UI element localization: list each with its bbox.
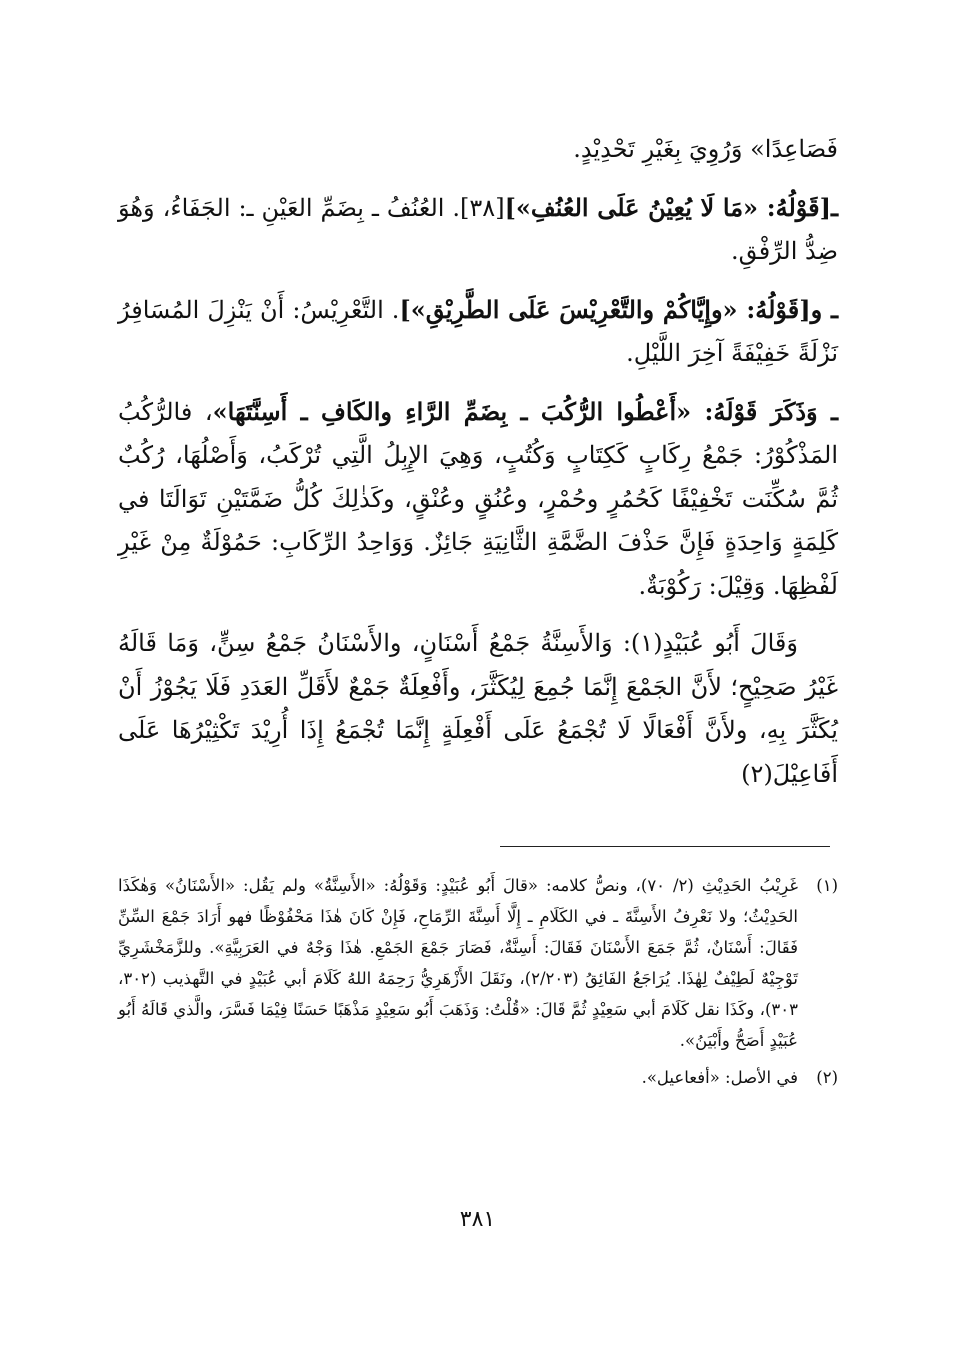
paragraph-2 <box>118 186 838 274</box>
footnote-divider <box>500 846 830 847</box>
footnote-text: غَرِيْبُ الحَدِيْثِ (٢/ ٧٠)، ونصُّ كلامه: «قالَ أَبُو عُبَيْدٍ: وَقَوْلُهُ: «الأَسِنَّةُ» ولم يَقُل: «الأَسْنَانُ» وَهٰكَذَا الحَدِيْثُ؛ ولا نَعْرِفُ الأَسِنَّةَ ـ في الكَلَامِ ـ إِلَّا أَسِنَّةَ الرِّمَاحِ، فَإِنْ كَانَ هٰذَا مَحْفُوْظًا فهو أَرَادَ جَمْعَ السِّنِّ فَقَالَ: أَسْنَانٌ، ثُمَّ جَمَعَ الأَسْنَانَ فَقَالَ: أَسِنَّةٌ، فَصَارَ جَمْعَ الجَمْعِ. هٰذَا وَجْهٌ في العَرَبِيَّةِ». وللزَّمَخْشَرِيِّ تَوْجِيْهٌ لَطِيْفٌ لِهٰذَا. يُرَاجَعُ الفَائِقُ (٢/٢٠٣)، ونَقَلَ الأَزْهَرِيُّ رَحِمَهُ اللهُ كَلَامَ أبي عُبَيْدٍ في التَّهذيب (٣٠٢، ٣٠٣)، وكَذَا نقل كَلَامَ أبي سَعِيْدٍ ثُمَّ قَالَ: «قُلْتُ: وَذَهَبَ أَبُو سَعِيْدٍ مَذْهَبًا حَسَنًا فِيْمَا فَسَّرَ، والَّذي قَالَهُ أَبُو عُبَيْدٍ أَصَحُّ وأَبْيَنُ». <box>118 876 799 1050</box>
paragraph-1 <box>118 128 838 172</box>
paragraph-4-text: ، فالرُّكُبُ المَذْكُوْرُ: جَمْعُ رِكَابٍ كَكِتَابٍ وَكُتُبٍ، وَهِيَ الإِبِلُ الَّتِي تُرْكَبُ، وَأَصْلُهَا، رُكُبٌ ثُمَّ سُكِّنَت تَخْفِيْفًا كَحُمُرٍ وحُمْرٍ، وعُنُقٍ وعُنْقٍ، وكَذٰلِكَ كُلُّ ضَمَّتَيْنِ تَوَالَتَا في كَلِمَةٍ وَاحِدَةٍ فَإِنَّ حَذْفَ الضَّمَّةِ الثَّانِيَةِ جَائِزٌ. وَوَاحِدُ الرِّكَابِ: حَمُوْلَةٌ مِنْ غَيْرِ لَفْظِهَا. وَقِيْلَ: رَكُوْبَةٌ. <box>118 397 838 600</box>
paragraph-2-text: [٣٨]. العُنُفُ ـ بِضَمِّ العَيْنِ ـ: الجَفَاءُ، وَهُوَ ضِدُّ الرِّفْقِ. <box>118 193 838 265</box>
paragraph-3-text: . التَّعْرِيْسُ: أَنْ يَنْزِلَ المُسَافِرُ نَزْلَةً خَفِيْفَةً آخِرَ اللَّيْلِ. <box>118 295 838 367</box>
footnote-number: (٢) <box>816 1068 838 1087</box>
quoted-phrase: ـ[قَوْلُهُ: «مَا لَا يُعِيْنُ عَلَى العُنُفِ»] <box>504 192 839 222</box>
footnote-text: في الأصل: «أفعاعيل». <box>641 1068 798 1087</box>
paragraph-4-lead: ـ وَذَكَرَ قَوْلَهُ: <box>691 396 838 426</box>
footnotes <box>118 870 838 1093</box>
paragraph-3 <box>118 288 838 376</box>
paragraph-5-text: وَقَالَ أَبُو عُبَيْدٍ(١): وَالأَسِنَّةُ جَمْعُ أَسْنَانٍ، والأَسْنَانُ جَمْعُ سِنٍّ، وَمَا قَالَهُ غَيْرُ صَحِيْحٍ؛ لأَنَّ الجَمْعَ إِنَّمَا جُمِعَ لِيُكَثَّرَ، وأَفْعِلَةٌ جَمْعٌ لأَقَلِّ العَدَدِ فَلَا يَجُوْزُ أَنْ يُكَثَّرَ بِهِ، ولأَنَّ أَفْعَالًا لَا تُجْمَعُ عَلَى أَفْعِلَةٍ إِنَّمَا تُجْمَعُ إِذَا أُرِيْدَ تَكْثِيْرُهَا عَلَى أَفَاعِيْلَ(٢) <box>118 629 838 788</box>
paragraph-1-text: فَصَاعِدًا» وَرُوِيَ بِغَيْرِ تَحْدِيْدٍ. <box>573 135 838 163</box>
paragraph-5 <box>118 622 838 796</box>
page-number: ٣٨١ <box>459 1207 496 1232</box>
quoted-phrase: ـ و[قَوْلُهُ: «وإِيَّاكُمْ والتَّعْرِيْسَ عَلَى الطَّرِيْقِ»] <box>399 294 838 324</box>
quoted-phrase: «أَعْطُوا الرُّكُبَ ـ بِضَمِّ الرَّاءِ والكَافِ ـ أَسِنَّتَهَا» <box>212 396 692 426</box>
main-text <box>118 128 838 796</box>
paragraph-4 <box>118 390 838 609</box>
footnote <box>118 1062 838 1093</box>
footnote-number: (١) <box>816 876 838 895</box>
footnote <box>118 870 838 1056</box>
